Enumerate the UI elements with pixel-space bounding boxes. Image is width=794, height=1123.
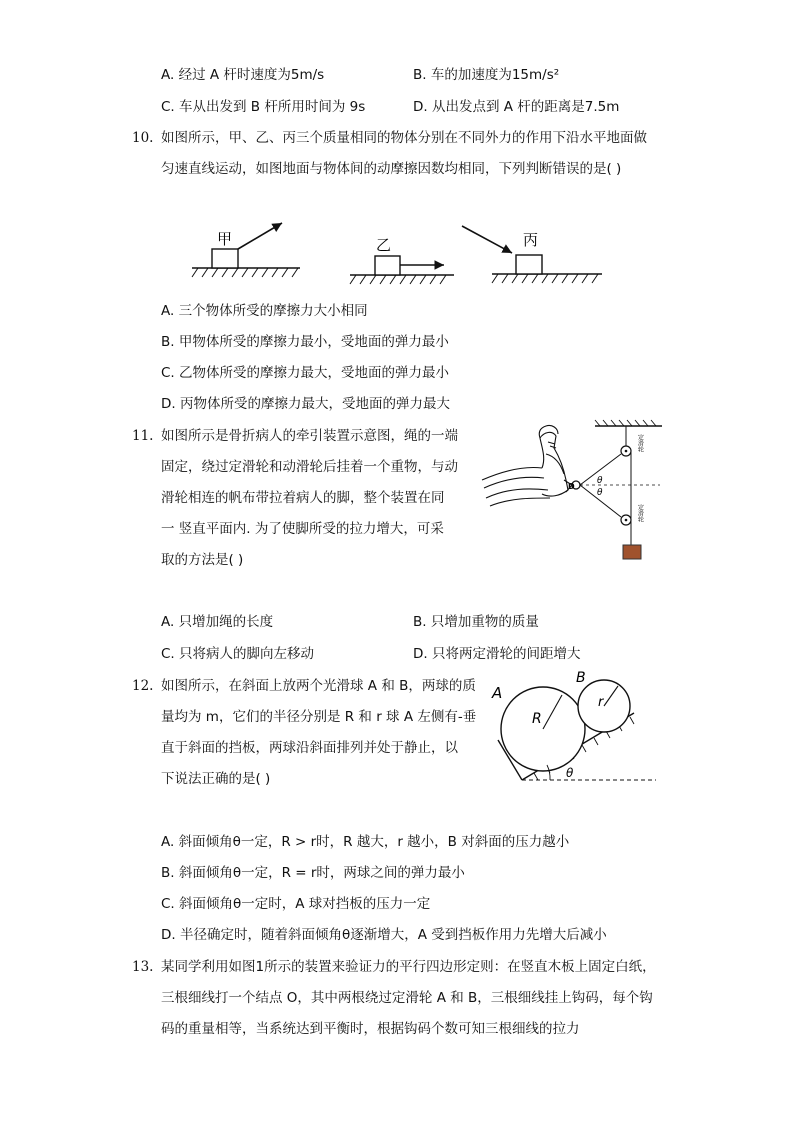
- q12-option-d: D. 半径确定时，随着斜面倾角θ逐渐增大，A 受到挡板作用力先增大后减小: [161, 927, 607, 943]
- q13-stem-line1: 某同学利用如图1所示的装置来验证力的平行四边形定则：在竖直木板上固定白纸，: [161, 959, 656, 975]
- q11-weight: [623, 545, 641, 559]
- q13-stem-line3: 码的重量相等，当系统达到平衡时，根据钩码个数可知三根细线的拉力: [161, 1021, 580, 1037]
- q11-bottom-pulley-label: 定滑轮: [636, 504, 644, 522]
- q10-label-3: 丙: [523, 231, 539, 249]
- q12-stem-line1: 如图所示，在斜面上放两个光滑球 A 和 B，两球的质: [161, 678, 476, 694]
- q11-stem-line3: 滑轮相连的帆布带拉着病人的脚，整个装置在同: [161, 490, 445, 506]
- q12-label-a: A: [492, 684, 503, 702]
- q11-ceiling: [595, 420, 662, 426]
- q12-label-r-small: r: [598, 695, 604, 710]
- q11-top-pulley-label: 定滑轮: [636, 434, 644, 452]
- q9-option-a: A. 经过 A 杆时速度为5m/s: [161, 67, 325, 83]
- q11-stem-line2: 固定，绕过定滑轮和动滑轮后挂着一个重物，与动: [161, 459, 458, 475]
- q10-ground-1: [192, 268, 300, 277]
- q10-figure: [190, 220, 620, 298]
- q11-option-c: C. 只将病人的脚向左移动: [161, 646, 315, 662]
- q10-stem-line2: 匀速直线运动，如图地面与物体间的动摩擦因数均相同，下列判断错误的是( ): [161, 161, 622, 177]
- q11-option-a: A. 只增加绳的长度: [161, 614, 274, 630]
- q12-label-b: B: [576, 670, 586, 686]
- q10-option-b: B. 甲物体所受的摩擦力最小，受地面的弹力最小: [161, 334, 449, 350]
- q10-ground-2: [350, 275, 454, 284]
- q10-force-arrow-1: [238, 223, 282, 249]
- q10-option-d: D. 丙物体所受的摩擦力最大，受地面的弹力最大: [161, 396, 450, 412]
- q10-label-1: 甲: [217, 230, 233, 248]
- q10-option-c: C. 乙物体所受的摩擦力最大，受地面的弹力最小: [161, 365, 450, 381]
- q10-number: 10.: [132, 130, 154, 146]
- q13-number: 13.: [132, 959, 154, 975]
- q12-label-r-big: R: [532, 711, 542, 727]
- q11-option-b: B. 只增加重物的质量: [413, 614, 539, 630]
- q11-option-d: D. 只将两定滑轮的间距增大: [413, 646, 581, 662]
- q11-stem-line1: 如图所示是骨折病人的牵引装置示意图，绳的一端: [161, 428, 458, 444]
- q11-d-label: D: [568, 482, 575, 491]
- q10-force-arrow-3: [462, 226, 512, 253]
- q12-stem-line3: 直于斜面的挡板，两球沿斜面排列并处于静止，以: [161, 740, 458, 756]
- q10-block-3: [516, 255, 542, 274]
- q10-stem-line1: 如图所示，甲、乙、丙三个质量相同的物体分别在不同外力的作用下沿水平地面做: [161, 130, 647, 146]
- q10-label-2: 乙: [376, 236, 392, 254]
- q12-number: 12.: [132, 678, 154, 694]
- q11-stem-line5: 取的方法是( ): [161, 552, 244, 568]
- q9-option-c: C. 车从出发到 B 杆所用时间为 9s: [161, 99, 366, 115]
- q13-stem-line2: 三根细线打一个结点 O，其中两根绕过定滑轮 A 和 B，三根细线挂上钩码，每个钩: [161, 990, 653, 1006]
- q12-option-b: B. 斜面倾角θ一定，R = r时，两球之间的弹力最小: [161, 865, 465, 881]
- q10-block-1: [212, 249, 238, 268]
- q11-theta-bottom: θ: [597, 488, 603, 498]
- q12-stem-line4: 下说法正确的是( ): [161, 771, 271, 787]
- q9-option-d: D. 从出发点到 A 杆的距离是7.5m: [413, 99, 620, 115]
- q10-block-2: [375, 256, 400, 275]
- q11-figure: [480, 418, 670, 568]
- q10-option-a: A. 三个物体所受的摩擦力大小相同: [161, 303, 368, 319]
- q11-number: 11.: [132, 428, 154, 444]
- q11-theta-top: θ: [597, 476, 603, 486]
- q12-figure: [484, 668, 664, 788]
- q10-ground-3: [492, 274, 602, 283]
- q12-option-c: C. 斜面倾角θ一定时，A 球对挡板的压力一定: [161, 896, 431, 912]
- q12-option-a: A. 斜面倾角θ一定，R > r时，R 越大，r 越小，B 对斜面的压力越小: [161, 834, 570, 850]
- q9-option-b: B. 车的加速度为15m/s²: [413, 67, 560, 83]
- q12-stem-line2: 量均为 m，它们的半径分别是 R 和 r 球 A 左侧有-垂: [161, 709, 477, 725]
- q12-theta: θ: [566, 766, 574, 780]
- q11-stem-line4: 一 竖直平面内. 为了使脚所受的拉力增大，可采: [161, 521, 444, 537]
- q11-patient-leg: [482, 425, 572, 506]
